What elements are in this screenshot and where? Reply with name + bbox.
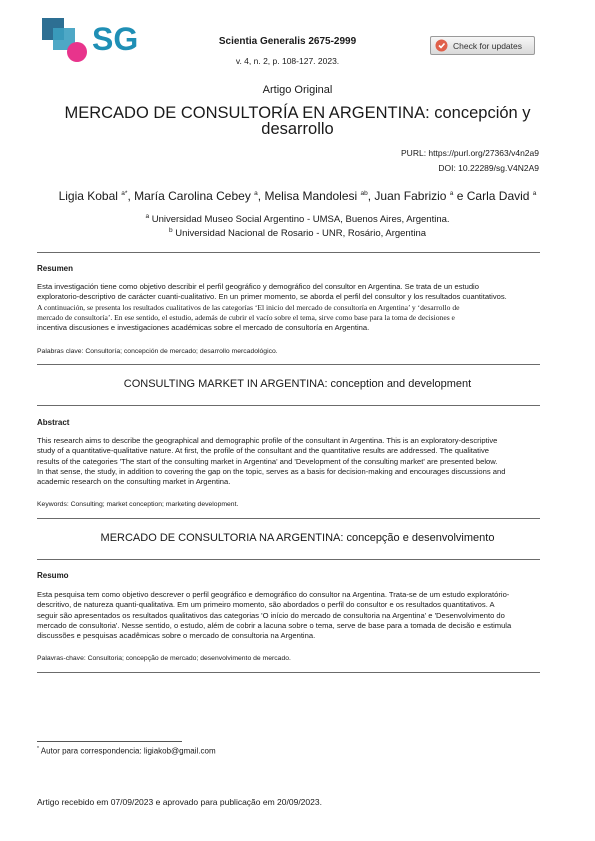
resumo-keywords: Palavras-chave: Consultoria; concepção de mercado; desenvolvimento de mercado. <box>37 655 291 662</box>
footnote-text: Autor para correspondencia: ligiakob@gmail.com <box>38 746 216 756</box>
affiliation-text: Universidad Museo Social Argentino - UMSA, Buenos Aires, Argentina. <box>149 214 450 226</box>
author-separator: , <box>127 189 135 203</box>
resumen-line: A continuación, se presenta los resultados cualitativos de las categorías ‘El inicio del mercado de consultoría en Argentina’ y ‘desarrollo de <box>37 302 460 312</box>
footnote-rule <box>37 741 182 742</box>
article-type: Artigo Original <box>262 84 333 96</box>
resumo-line: descritivo, de natureza quanti-qualitativa. Em um primeiro momento, são abordados o perfil do consultor e os resultados quantitativos. A <box>37 600 495 610</box>
abstract-heading: Abstract <box>37 418 70 427</box>
resumo-heading: Resumo <box>37 571 69 580</box>
resumen-keywords: Palabras clave: Consultoría; concepción de mercado; desarrollo mercadológico. <box>37 348 278 355</box>
divider <box>37 559 540 560</box>
logo-text: SG <box>92 21 139 57</box>
affiliation-sup: b <box>168 227 173 234</box>
author-name: Juan Fabrizio <box>374 189 450 203</box>
affiliation-text: Universidad Nacional de Rosario - UNR, Rosário, Argentina <box>172 228 427 240</box>
affiliation-a <box>0 213 595 225</box>
divider <box>37 252 540 253</box>
author-separator: , <box>367 189 375 203</box>
article-title: MERCADO DE CONSULTORÍA EN ARGENTINA: concepción y desarrollo <box>64 104 531 138</box>
resumo-line: mercado de consultoria'. Nesse sentido, o estudo, além de cobrir a lacuna sobre o tema, serve de base para a tomada de decisão e estimula <box>37 620 512 630</box>
author-list <box>0 189 595 203</box>
author-name: Carla David <box>466 189 533 203</box>
resumen-line: incentiva discusiones e investigaciones académicas sobre el mercado de consultoría en Argentina. <box>37 323 370 333</box>
divider <box>37 405 540 406</box>
purl-link[interactable]: PURL: https://purl.org/27363/v4n2a9 <box>401 148 539 158</box>
crossmark-icon <box>435 39 448 52</box>
author-name: María Carolina Cebey <box>134 189 255 203</box>
resumo-line: discussões e pesquisas acadêmicas sobre o mercado de consultoria na Argentina. <box>37 631 316 641</box>
resumo-body <box>37 590 540 641</box>
journal-issue: v. 4, n. 2, p. 108-127. 2023. <box>235 56 340 66</box>
author-sup: a <box>532 190 537 197</box>
resumen-heading: Resumen <box>37 264 74 273</box>
resumen-line: mercado de consultoría’. En ese sentido, el estudio, además de cubrir el vacío sobre el tema, sirve como base para la toma de decisiones e <box>37 312 455 322</box>
footnote <box>37 746 216 756</box>
abstract-body <box>37 436 540 487</box>
resumen-body <box>37 282 540 333</box>
divider <box>37 672 540 673</box>
abstract-keywords: Keywords: Consulting; market conception; marketing development. <box>37 501 239 508</box>
abstract-line: study of a quantitative-qualitative nature. At first, the profile of the consultant and the quantitative results are addressed. The qualitative <box>37 446 489 456</box>
portuguese-title: MERCADO DE CONSULTORIA NA ARGENTINA: concepção e desenvolvimento <box>100 532 495 544</box>
resumen-line: exploratorio-descriptivo de carácter cuanti-cualitativo. En un primer momento, se aborda el perfil del consultor y los resultados cuantitativos. <box>37 292 507 302</box>
author-sup: ab <box>360 190 368 197</box>
resumen-line: Esta investigación tiene como objetivo describir el perfil geográfico y demográfico del consultor en Argentina. Se trata de un estudio <box>37 282 479 291</box>
footnote-mark: * <box>37 746 39 752</box>
divider <box>37 518 540 519</box>
author-sup: a <box>254 190 258 197</box>
received-date: Artigo recebido em 07/09/2023 e aprovado para publicação em 20/09/2023. <box>37 797 322 807</box>
author-sup: a* <box>121 190 128 197</box>
author-name: Melisa Mandolesi <box>264 189 361 203</box>
author-separator: e <box>453 189 467 203</box>
logo-mark <box>42 16 152 64</box>
english-title: CONSULTING MARKET IN ARGENTINA: conception and development <box>123 378 472 390</box>
affiliation-sup: a <box>145 213 150 220</box>
abstract-line: This research aims to describe the geographical and demographic profile of the consultant in Argentina. This is an exploratory-descriptive <box>37 436 498 445</box>
abstract-line: In that sense, the study, in addition to covering the gap on the topic, serves as a basis for decision-making and encourages discussions and <box>37 466 506 476</box>
author-name: Ligia Kobal <box>58 189 122 203</box>
affiliation-b <box>0 227 595 239</box>
abstract-line: academic research on the consulting market in Argentina. <box>37 477 231 487</box>
check-for-updates-label: Check for updates <box>453 40 522 51</box>
divider <box>37 364 540 365</box>
resumo-line: Esta pesquisa tem como objetivo descrever o perfil geográfico e demográfico do consultor na Argentina. Trata-se de um estudo exploratório- <box>37 590 510 599</box>
journal-logo <box>42 16 152 64</box>
resumo-line: seguir são apresentados os resultados qualitativos das categorias 'O início do mercado de consultoria na Argentina' e 'Desenvolvimento do <box>37 610 505 620</box>
author-separator: , <box>257 189 265 203</box>
journal-name: Scientia Generalis 2675-2999 <box>218 36 357 47</box>
author-sup: a <box>449 190 454 197</box>
doi-link[interactable]: DOI: 10.22289/sg.V4N2A9 <box>438 163 539 173</box>
check-for-updates-button[interactable] <box>430 36 535 55</box>
abstract-line: results of the categories 'The start of the consulting market in Argentina' and 'Development of the consulting market' are presented below. <box>37 456 498 466</box>
